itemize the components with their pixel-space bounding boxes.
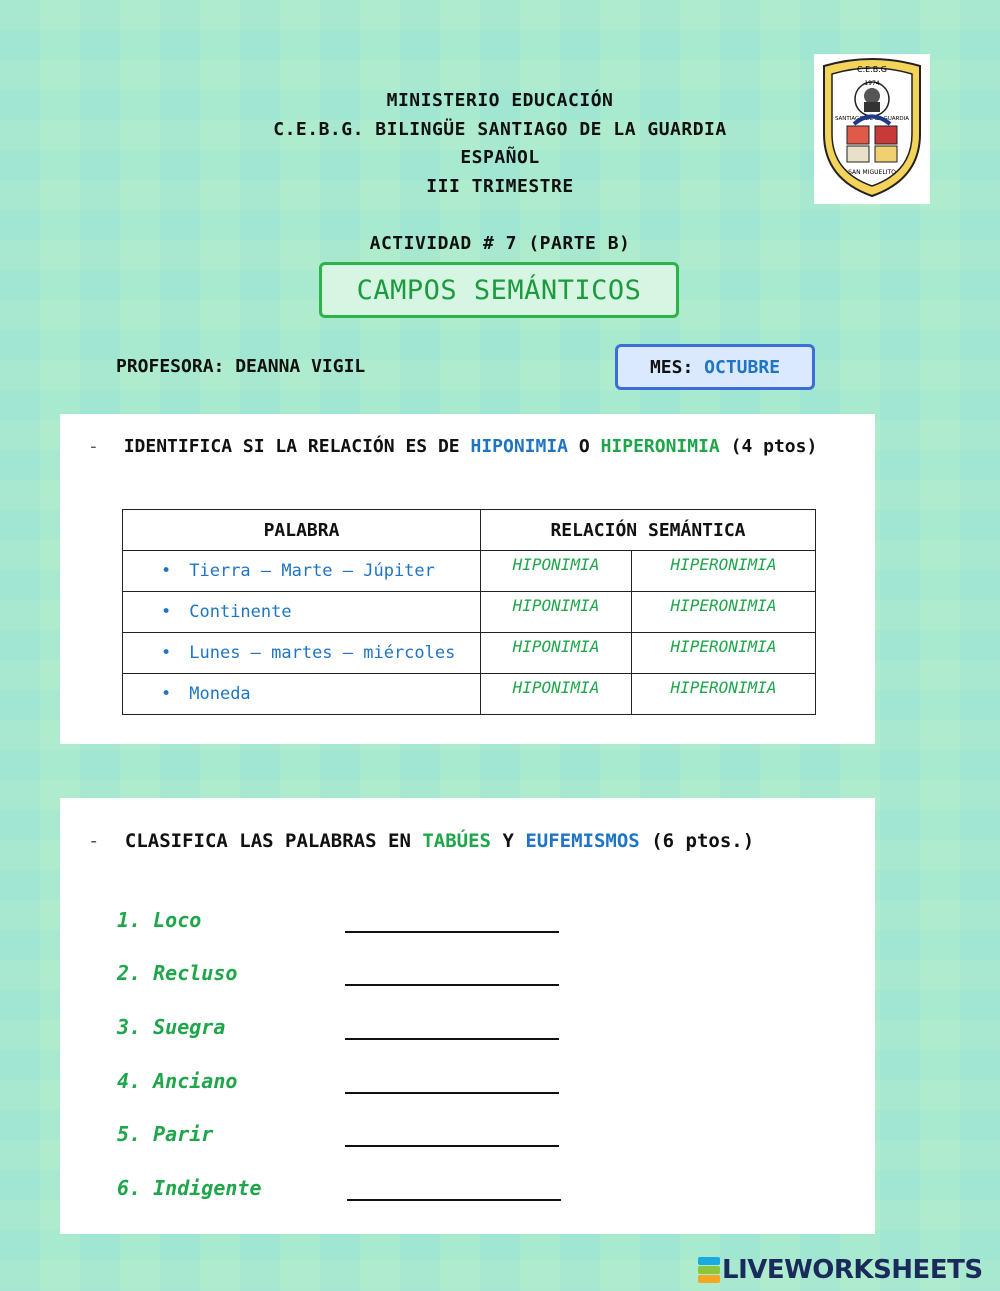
table-row	[123, 674, 816, 715]
option-hiponimia[interactable]: HIPONIMIA	[481, 633, 632, 674]
list-item: 5. Parir	[117, 1122, 214, 1146]
header-subject: ESPAÑOL	[460, 147, 540, 168]
section1-dash: -	[88, 436, 99, 457]
word-text: Lunes – martes – miércoles	[189, 643, 456, 663]
activity-title: ACTIVIDAD # 7 (PARTE B)	[369, 233, 631, 254]
header-term: III TRIMESTRE	[426, 176, 574, 197]
header-school: C.E.B.G. BILINGÜE SANTIAGO DE LA GUARDIA	[273, 119, 727, 140]
column-header-word: PALABRA	[123, 510, 481, 551]
section2-y: Y	[502, 830, 514, 852]
table-row	[123, 592, 816, 633]
worksheet-title	[319, 262, 679, 318]
teacher-name: DEANNA VIGIL	[235, 356, 366, 377]
month-value: OCTUBRE	[704, 356, 781, 378]
table-header-row	[123, 510, 816, 551]
section1-points: (4 ptos)	[730, 436, 818, 457]
list-item: 3. Suegra	[117, 1015, 226, 1039]
table-row	[123, 633, 816, 674]
word-cell	[123, 551, 481, 592]
brand-blocks-icon	[698, 1257, 720, 1283]
answer-blank[interactable]	[345, 1092, 559, 1094]
option-hiperonimia[interactable]: HIPERONIMIA	[632, 551, 816, 592]
option-hiponimia[interactable]: HIPONIMIA	[481, 592, 632, 633]
column-header-relation: RELACIÓN SEMÁNTICA	[481, 510, 816, 551]
option-hiponimia[interactable]: HIPONIMIA	[481, 551, 632, 592]
section-relations	[60, 414, 875, 744]
logo-top-text: C.E.B.G	[857, 65, 887, 74]
logo-bottom-text: SAN MIGUELITO	[848, 169, 896, 176]
header-ministry: MINISTERIO EDUCACIÓN	[386, 90, 614, 111]
section2-dash: -	[88, 830, 100, 852]
answer-blank[interactable]	[345, 1145, 559, 1147]
list-item: 1. Loco	[117, 908, 202, 932]
bullet: •	[161, 602, 172, 622]
teacher-line	[116, 356, 365, 377]
school-logo	[814, 54, 930, 204]
section2-instruction	[88, 830, 754, 852]
section1-hiperonimia: HIPERONIMIA	[600, 436, 720, 457]
month-label: MES:	[649, 356, 694, 378]
section2-tabues: TABÚES	[422, 830, 491, 852]
bullet: •	[161, 684, 172, 704]
liveworksheets-brand	[698, 1255, 983, 1285]
section1-hiponimia: HIPONIMIA	[470, 436, 569, 457]
logo-ring-text: SANTIAGO DE LA GUARDIA	[834, 116, 910, 122]
word-cell	[123, 592, 481, 633]
answer-blank[interactable]	[345, 984, 559, 986]
word-text: Continente	[189, 602, 292, 622]
relations-table	[122, 509, 816, 715]
answer-blank[interactable]	[347, 1199, 561, 1201]
list-item: 2. Recluso	[117, 961, 238, 985]
month-box	[615, 344, 815, 390]
worksheet-title-text: CAMPOS SEMÁNTICOS	[356, 274, 642, 306]
table-row	[123, 551, 816, 592]
section1-pre: IDENTIFICA SI LA RELACIÓN ES DE	[123, 436, 460, 457]
option-hiperonimia[interactable]: HIPERONIMIA	[632, 592, 816, 633]
section2-points: (6 ptos.)	[651, 830, 755, 852]
option-hiperonimia[interactable]: HIPERONIMIA	[632, 633, 816, 674]
section-classify	[60, 798, 875, 1234]
section2-pre: CLASIFICA LAS PALABRAS EN	[124, 830, 411, 852]
section2-eufemismos: EUFEMISMOS	[525, 830, 640, 852]
word-cell	[123, 633, 481, 674]
bullet: •	[161, 561, 172, 581]
word-text: Tierra – Marte – Júpiter	[189, 561, 435, 581]
word-cell	[123, 674, 481, 715]
section1-instruction	[88, 436, 817, 457]
list-item: 6. Indigente	[117, 1176, 262, 1200]
answer-blank[interactable]	[345, 931, 559, 933]
word-text: Moneda	[189, 684, 251, 704]
teacher-label: PROFESORA:	[116, 356, 225, 377]
section1-o: O	[578, 436, 590, 457]
brand-text: LIVEWORKSHEETS	[722, 1255, 983, 1285]
answer-blank[interactable]	[345, 1038, 559, 1040]
list-item: 4. Anciano	[117, 1069, 238, 1093]
bullet: •	[161, 643, 172, 663]
option-hiperonimia[interactable]: HIPERONIMIA	[632, 674, 816, 715]
option-hiponimia[interactable]: HIPONIMIA	[481, 674, 632, 715]
logo-year: 1974	[864, 80, 880, 87]
